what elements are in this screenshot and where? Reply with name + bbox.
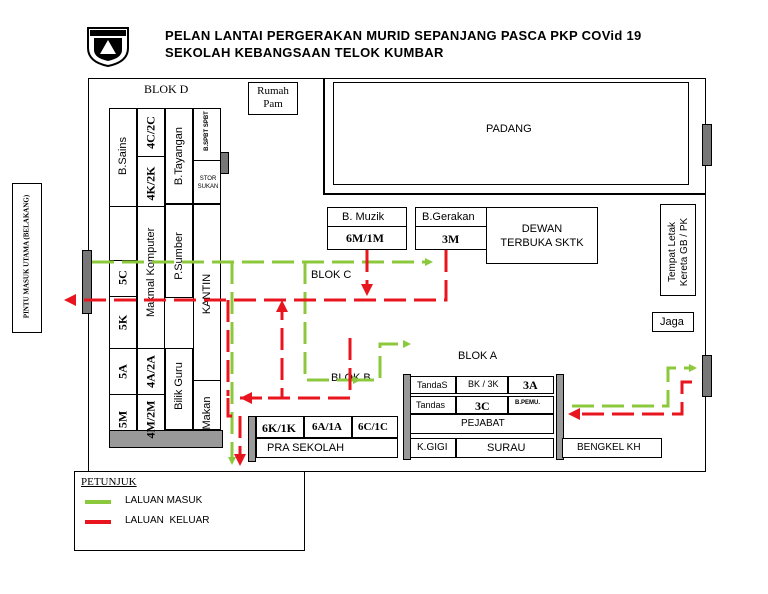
room-4m2m: 4M/2M [143, 400, 158, 439]
pra-sekolah: PRA SEKOLAH [256, 438, 398, 458]
legend-masuk-swatch [85, 500, 111, 504]
room-4c2c: 4C/2C [143, 116, 158, 149]
b-gerakan: B.Gerakan [415, 207, 487, 227]
pintu-label: PINTU MASUK UTAMA (BELAKANG) [22, 194, 31, 319]
pejabat: PEJABAT [410, 414, 554, 434]
room-5a: 5A [115, 364, 130, 379]
room-6a1a: 6A/1A [304, 416, 352, 438]
tandas: Tandas [410, 396, 456, 414]
room-3m: 3M [415, 226, 487, 250]
makan: Makan [201, 396, 213, 430]
blok-d-label: BLOK D [144, 82, 189, 96]
padang: PADANG [333, 82, 689, 185]
room-6c1c: 6C/1C [352, 416, 398, 438]
room-3a: 3A [508, 376, 554, 394]
blok-b-label: BLOK B [331, 372, 371, 384]
laluan-masuk-route [92, 262, 694, 462]
b-muzik: B. Muzik [327, 207, 407, 227]
legend-heading: PETUNJUK [81, 476, 137, 488]
room-4a2a: 4A/2A [143, 355, 158, 388]
room-5k: 5K [115, 314, 130, 331]
bilik-guru: Bilik Guru [173, 362, 185, 410]
makmal-komputer: Makmal Komputer [145, 227, 157, 317]
tempat-letak-label: Tempat Letak Kereta GB / PK [667, 217, 690, 287]
p-sumber: P.Sumber [173, 232, 185, 280]
room-6k1k: 6K/1K [256, 416, 304, 438]
page-subtitle: SEKOLAH KEBANGSAAN TELOK KUMBAR [165, 45, 444, 60]
room-3c: 3C [456, 396, 508, 414]
tandas-s: TandaS [410, 376, 456, 394]
legend-masuk-label: LALUAN MASUK [125, 495, 203, 506]
b-sains: B.Sains [117, 137, 129, 175]
b-tayangan: B.Tayangan [173, 126, 185, 186]
bengkel-kh: BENGKEL KH [562, 438, 662, 458]
bspbt: B.SPBT SPBT [204, 111, 210, 151]
surau: SURAU [456, 438, 554, 458]
k-gigi: K.GIGI [410, 438, 456, 458]
legend [74, 471, 305, 551]
room-6m1m: 6M/1M [327, 226, 407, 250]
page-title: PELAN LANTAI PERGERAKAN MURID SEPANJANG PASCA PKP COVid 19 [165, 28, 642, 43]
rumah-pam: Rumah Pam [248, 82, 298, 115]
jaga: Jaga [652, 312, 694, 332]
stor-sukan: STOR SUKAN [197, 176, 219, 190]
room-4k2k: 4K/2K [143, 166, 158, 201]
legend-keluar-label: LALUAN KELUAR [125, 515, 210, 526]
room-5m: 5M [115, 410, 130, 429]
blok-a-label: BLOK A [458, 350, 498, 362]
kantin: KANTIN [201, 273, 213, 315]
legend-keluar-swatch [85, 520, 111, 524]
b-pemu: B.PEMU. [508, 396, 554, 414]
dewan-terbuka: DEWAN TERBUKA SKTK [486, 207, 598, 264]
blok-c-label: BLOK C [311, 269, 352, 281]
room-5c: 5C [115, 270, 130, 285]
bk-3k: BK / 3K [456, 376, 508, 394]
